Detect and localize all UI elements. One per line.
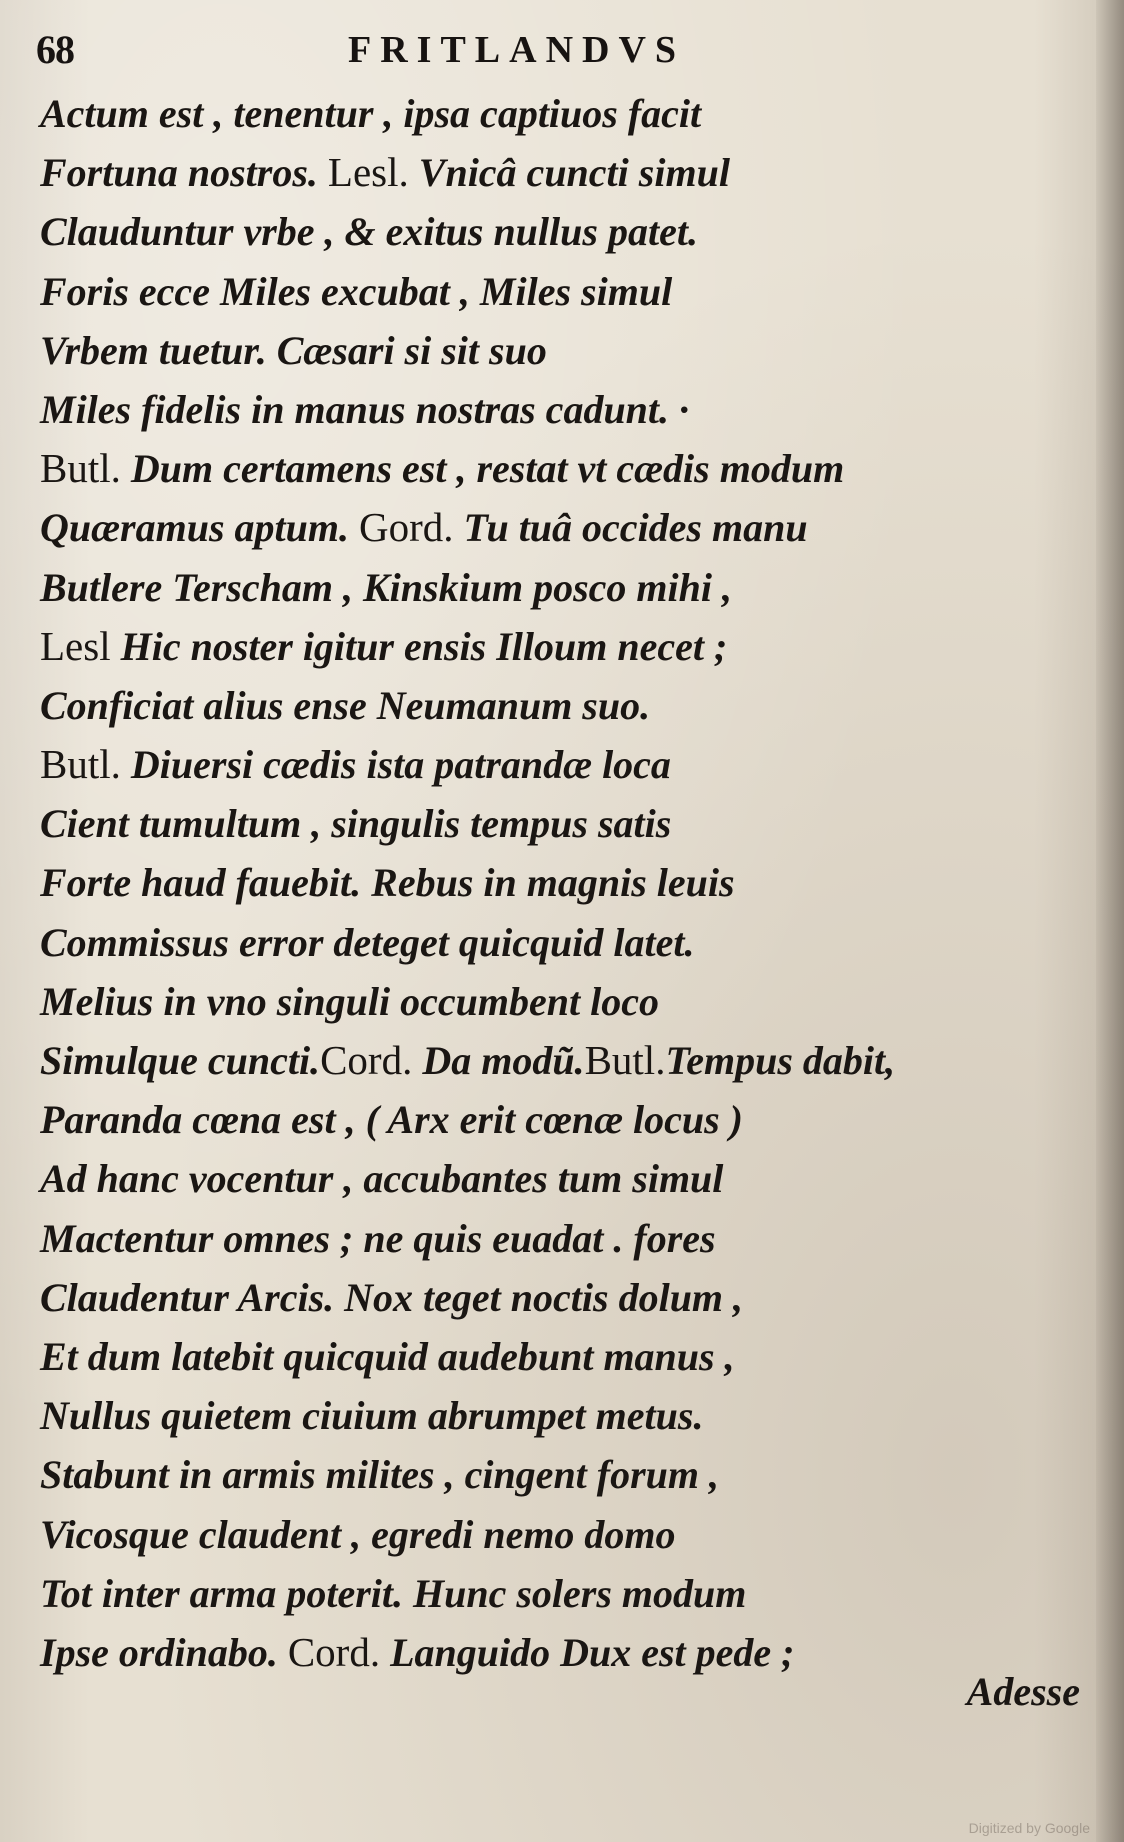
verse-segment: Fortuna nostros.	[40, 150, 328, 196]
verse-line	[40, 972, 1060, 1031]
speaker-label: Butl.	[40, 445, 121, 492]
verse-segment: Et dum latebit quicquid audebunt manus ,	[40, 1333, 735, 1379]
speaker-label: Cord.	[320, 1037, 413, 1083]
verse-line	[40, 1149, 1060, 1208]
verse-segment: Vrbem tuetur. Cæsari si sit suo	[40, 327, 547, 373]
verse-segment: Languido Dux est pede ;	[380, 1629, 795, 1675]
verse-line	[40, 1564, 1060, 1623]
verse-segment: Ad hanc vocentur , accubantes tum simul	[40, 1156, 724, 1202]
speaker-label: Lesl	[40, 622, 111, 669]
verse-line	[40, 1623, 1060, 1682]
verse-line	[40, 143, 1060, 202]
verse-line	[40, 617, 1060, 676]
verse-segment: Claudentur Arcis. Nox teget noctis dolum ,	[40, 1274, 744, 1320]
verse-line	[40, 202, 1060, 261]
verse-segment: Hic noster igitur ensis Illoum necet ;	[110, 623, 728, 669]
speaker-label: Lesl.	[327, 149, 409, 196]
verse-line	[40, 1327, 1060, 1386]
verse-line	[40, 439, 1060, 498]
verse-segment: Stabunt in armis milites , cingent forum ,	[40, 1452, 720, 1498]
speaker-label: Butl.	[584, 1037, 666, 1083]
verse-line	[40, 1386, 1060, 1445]
watermark: Digitized by Google	[968, 1820, 1090, 1836]
speaker-label: Gord.	[358, 504, 454, 551]
verse-segment: Commissus error deteget quicquid latet.	[40, 919, 695, 965]
verse-segment: Vicosque claudent , egredi nemo domo	[40, 1511, 676, 1557]
verse-line	[40, 735, 1060, 794]
verse-line	[40, 676, 1060, 735]
verse-line	[40, 380, 1060, 439]
verse-line	[40, 794, 1060, 853]
verse-segment: Actum est , tenentur , ipsa captiuos facit	[40, 91, 702, 136]
verse-segment: Tot inter arma poterit. Hunc solers modum	[40, 1570, 747, 1616]
page-number: 68	[36, 27, 74, 72]
verse-segment: Da modũ.	[412, 1038, 585, 1083]
verse-line	[40, 1209, 1060, 1268]
running-title: FRITLANDVS	[348, 29, 686, 71]
verse-line	[40, 1090, 1060, 1149]
verse-segment: Forte haud fauebit. Rebus in magnis leuis	[40, 860, 735, 906]
verse-line	[40, 558, 1060, 617]
verse-line	[40, 84, 1060, 143]
verse-segment: Ipse ordinabo.	[40, 1629, 288, 1675]
verse-segment: Clauduntur vrbe , & exitus nullus patet.	[40, 209, 698, 255]
verse-segment: Mactentur omnes ; ne quis euadat . fores	[40, 1215, 716, 1261]
verse-segment: Vnicâ cuncti simul	[408, 150, 730, 196]
verse-segment: Dum certamens est , restat vt cædis modum	[120, 446, 845, 492]
verse-line	[40, 1445, 1060, 1504]
verse-segment: Quæramus aptum.	[40, 505, 359, 551]
verse-segment: Tempus dabit,	[665, 1038, 896, 1083]
verse-segment: Miles fidelis in manus nostras cadunt. ·	[40, 386, 690, 432]
verse-line	[40, 913, 1060, 972]
catchword: Adesse	[966, 1669, 1080, 1714]
verse-segment: Foris ecce Miles excubat , Miles simul	[40, 268, 673, 314]
verse-line	[40, 853, 1060, 912]
speaker-label: Butl.	[40, 741, 121, 788]
verse-text	[40, 84, 1060, 1682]
verse-segment: Conficiat alius ense Neumanum suo.	[40, 682, 651, 728]
verse-segment: Simulque cuncti.	[40, 1038, 321, 1083]
verse-line	[40, 1268, 1060, 1327]
verse-segment: Nullus quietem ciuium abrumpet metus.	[40, 1393, 704, 1439]
verse-line	[40, 262, 1060, 321]
verse-segment: Tu tuâ occides manu	[453, 505, 808, 551]
page-edge-shadow	[1096, 0, 1124, 1842]
speaker-label: Cord.	[287, 1628, 381, 1675]
verse-segment: Paranda cœna est , ( Arx erit cœnæ locus )	[40, 1097, 743, 1143]
verse-line	[40, 321, 1060, 380]
verse-line	[40, 498, 1060, 557]
verse-segment: Melius in vno singuli occumbent loco	[40, 978, 659, 1024]
verse-line	[40, 1505, 1060, 1564]
verse-segment: Diuersi cædis ista patrandæ loca	[120, 742, 671, 788]
verse-line	[40, 1031, 1060, 1090]
running-head	[36, 26, 756, 76]
verse-segment: Butlere Terscham , Kinskium posco mihi ,	[40, 564, 732, 610]
verse-segment: Cient tumultum , singulis tempus satis	[40, 801, 672, 847]
